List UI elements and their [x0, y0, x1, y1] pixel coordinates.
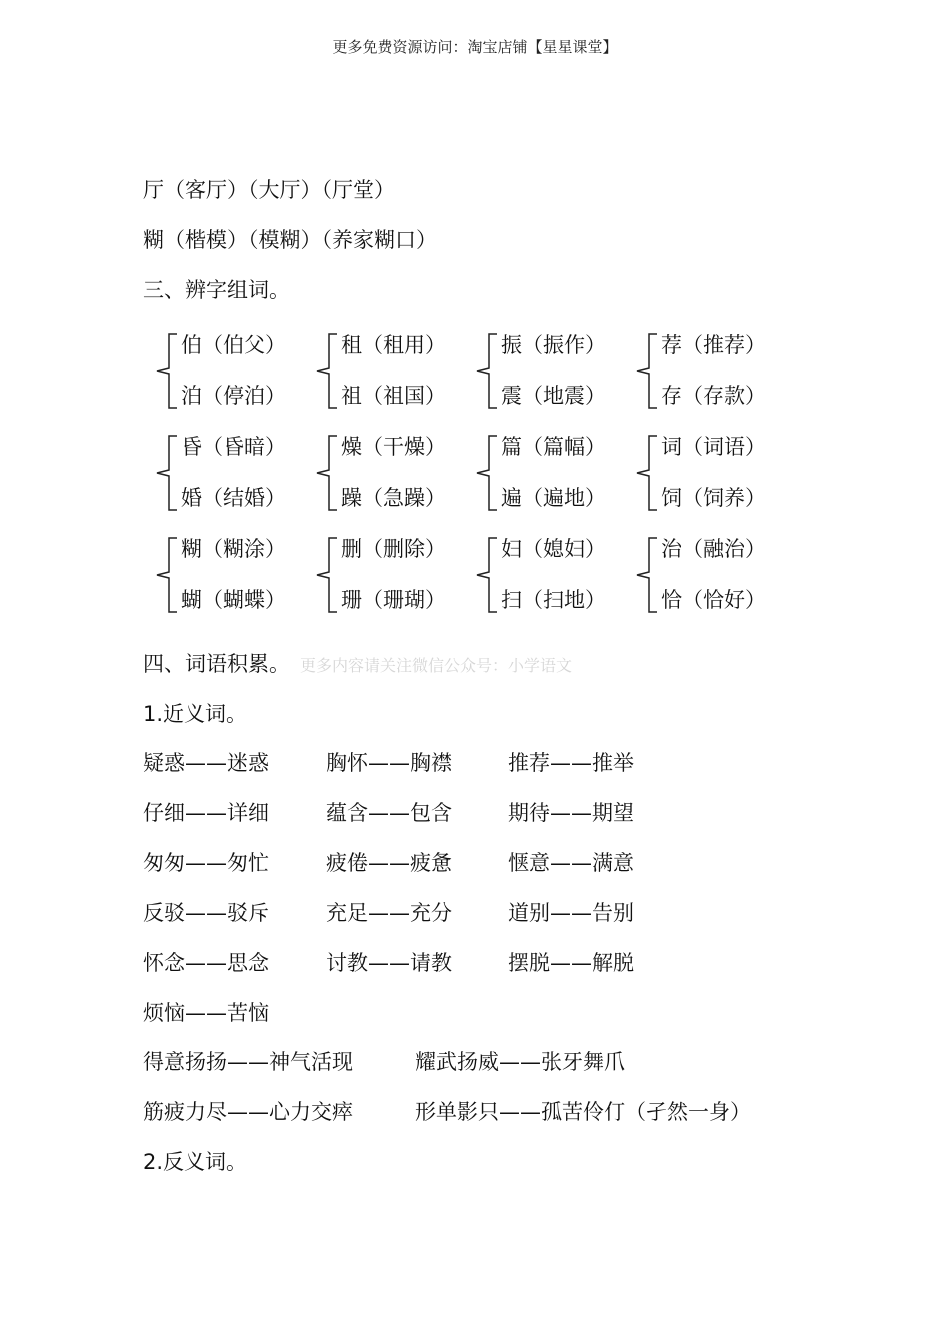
synonym-pair: 匆匆——匆忙	[143, 851, 269, 875]
group-bottom: 躁（急躁）	[341, 486, 446, 510]
synonym-pair: 反驳——驳斥	[143, 901, 269, 925]
group-top: 燥（干燥）	[341, 435, 446, 459]
group-top: 治（融治）	[661, 537, 766, 561]
group-top: 妇（媳妇）	[501, 537, 606, 561]
brace-icon	[635, 326, 659, 416]
group-top: 昏（昏暗）	[181, 435, 286, 459]
brace-icon	[475, 326, 499, 416]
char-group	[475, 326, 635, 416]
brace-icon	[635, 428, 659, 518]
synonym-pair: 惬意——满意	[508, 851, 634, 875]
char-group	[635, 530, 795, 620]
subsection-antonyms-title: 2.反义词。	[143, 1150, 248, 1174]
group-top: 荐（推荐）	[661, 333, 766, 357]
subsection-synonyms-title: 1.近义词。	[143, 702, 248, 726]
synonym-pair: 摆脱——解脱	[508, 951, 634, 975]
char-group	[315, 326, 475, 416]
brace-icon	[635, 530, 659, 620]
group-bottom: 遍（遍地）	[501, 486, 606, 510]
synonym-pair: 讨教——请教	[326, 951, 452, 975]
group-bottom: 恰（恰好）	[661, 588, 766, 612]
group-bottom: 扫（扫地）	[501, 588, 606, 612]
group-bottom: 蝴（蝴蝶）	[181, 588, 286, 612]
brace-icon	[155, 428, 179, 518]
char-group	[315, 530, 475, 620]
synonym-pair: 道别——告别	[508, 901, 634, 925]
synonym-pair: 烦恼——苦恼	[143, 1001, 269, 1025]
group-top: 篇（篇幅）	[501, 435, 606, 459]
char-group	[475, 428, 635, 518]
synonym-pair: 期待——期望	[508, 801, 634, 825]
group-top: 词（词语）	[661, 435, 766, 459]
group-bottom: 珊（珊瑚）	[341, 588, 446, 612]
synonym-pair: 怀念——思念	[143, 951, 269, 975]
group-bottom: 饲（饲养）	[661, 486, 766, 510]
group-bottom: 祖（祖国）	[341, 384, 446, 408]
idiom-pair: 耀武扬威——张牙舞爪	[415, 1050, 625, 1074]
brace-icon	[475, 428, 499, 518]
synonym-pair: 疑惑——迷惑	[143, 751, 269, 775]
char-group	[155, 530, 315, 620]
group-bottom: 震（地震）	[501, 384, 606, 408]
watermark-text: 更多内容请关注微信公众号：小学语文	[300, 656, 573, 675]
synonym-pair: 蕴含——包含	[326, 801, 452, 825]
char-group	[155, 428, 315, 518]
synonym-pair: 胸怀——胸襟	[326, 751, 452, 775]
group-top: 振（振作）	[501, 333, 606, 357]
brace-icon	[315, 428, 339, 518]
synonym-pair: 疲倦——疲惫	[326, 851, 452, 875]
brace-icon	[315, 530, 339, 620]
group-bottom: 存（存款）	[661, 384, 766, 408]
line-hu: 糊（楷模）（模糊）（养家糊口）	[143, 228, 437, 252]
char-group	[635, 326, 795, 416]
synonym-pair: 充足——充分	[326, 901, 452, 925]
idiom-pair: 筋疲力尽——心力交瘁	[143, 1100, 353, 1124]
group-bottom: 泊（停泊）	[181, 384, 286, 408]
group-top: 删（删除）	[341, 537, 446, 561]
char-group	[475, 530, 635, 620]
section-4-title: 四、词语积累。	[143, 652, 290, 676]
brace-icon	[475, 530, 499, 620]
section-4-line	[143, 649, 572, 681]
page-header: 更多免费资源访问：淘宝店铺【星星课堂】	[332, 38, 618, 56]
brace-icon	[155, 326, 179, 416]
char-group	[315, 428, 475, 518]
brace-icon	[155, 530, 179, 620]
synonym-pair: 仔细——详细	[143, 801, 269, 825]
group-top: 租（租用）	[341, 333, 446, 357]
idiom-pair: 形单影只——孤苦伶仃（孑然一身）	[415, 1100, 751, 1124]
brace-icon	[315, 326, 339, 416]
section-3-title: 三、辨字组词。	[143, 278, 290, 302]
group-top: 伯（伯父）	[181, 333, 286, 357]
group-bottom: 婚（结婚）	[181, 486, 286, 510]
idiom-pair: 得意扬扬——神气活现	[143, 1050, 353, 1074]
synonym-pair: 推荐——推举	[508, 751, 634, 775]
group-top: 糊（糊涂）	[181, 537, 286, 561]
char-group	[635, 428, 795, 518]
line-ting: 厅（客厅）（大厅）（厅堂）	[143, 178, 395, 202]
char-group	[155, 326, 315, 416]
